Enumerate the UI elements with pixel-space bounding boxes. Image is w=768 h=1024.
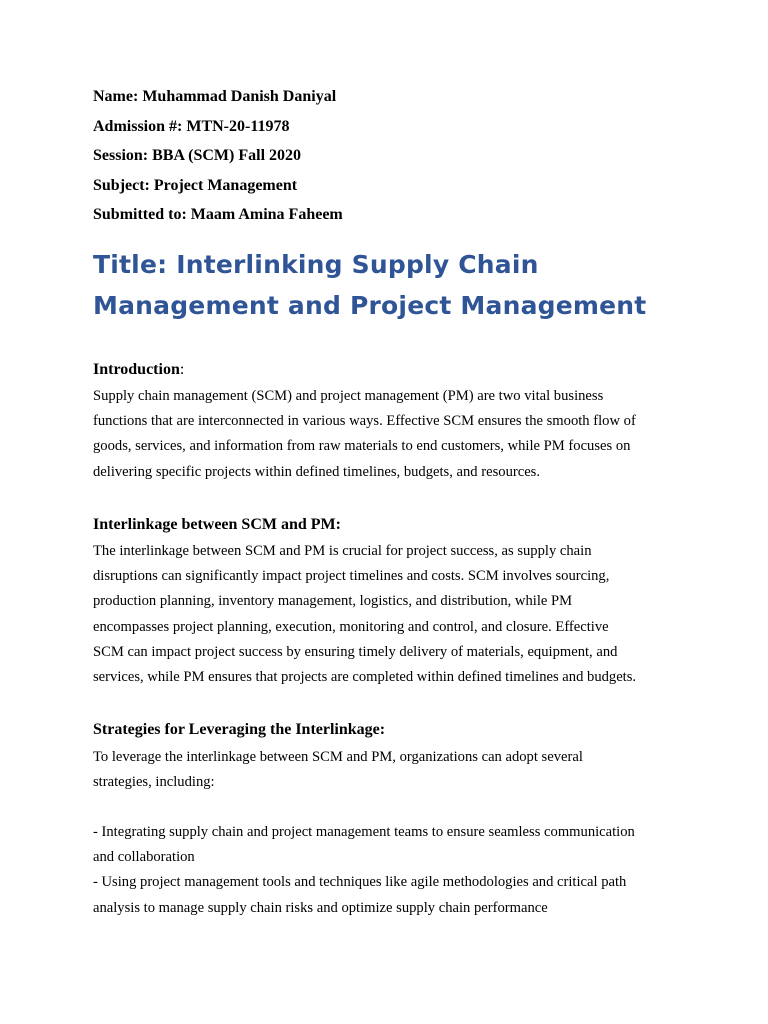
- title-line-2: Management and Project Management: [93, 291, 647, 320]
- interlinkage-paragraph: [93, 539, 683, 690]
- paragraph-line: goods, services, and information from raw materials to end customers, while PM focuses on: [93, 438, 631, 455]
- paragraph-line: disruptions can significantly impact project timelines and costs. SCM involves sourcing,: [93, 568, 610, 585]
- submitted-to: Submitted to: Maam Amina Faheem: [93, 206, 343, 223]
- strategies-heading: Strategies for Leveraging the Interlinkage:: [93, 721, 386, 738]
- introduction-heading: [93, 360, 184, 380]
- paragraph-line: delivering specific projects within defined timelines, budgets, and resources.: [93, 463, 541, 480]
- paragraph-line: Supply chain management (SCM) and project management (PM) are two vital business: [93, 388, 604, 404]
- paragraph-line: production planning, inventory management, logistics, and distribution, while PM: [93, 593, 573, 610]
- list-item: - Using project management tools and techniques like agile methodologies and critical path: [93, 874, 627, 891]
- student-name: Name: Muhammad Danish Daniyal: [93, 88, 337, 105]
- list-item-continuation: analysis to manage supply chain risks and optimize supply chain performance: [93, 899, 548, 916]
- paragraph-line: services, while PM ensures that projects are completed within defined timelines and budgets.: [93, 669, 637, 686]
- paragraph-line: SCM can impact project success by ensuring timely delivery of materials, equipment, and: [93, 643, 618, 660]
- paragraph-line: To leverage the interlinkage between SCM and PM, organizations can adopt several: [93, 749, 583, 765]
- subject: Subject: Project Management: [93, 177, 298, 194]
- list-item: - Integrating supply chain and project management teams to ensure seamless communication: [93, 824, 635, 840]
- interlinkage-heading: Interlinkage between SCM and PM:: [93, 516, 341, 533]
- session: Session: BBA (SCM) Fall 2020: [93, 147, 302, 164]
- paragraph-line: The interlinkage between SCM and PM is crucial for project success, as supply chain: [93, 543, 592, 559]
- strategies-intro-paragraph: [93, 745, 683, 795]
- paragraph-line: strategies, including:: [93, 774, 215, 791]
- document-title: [93, 244, 693, 326]
- paragraph-line: encompasses project planning, execution, monitoring and control, and closure. Effective: [93, 618, 609, 635]
- admission-number: Admission #: MTN-20-11978: [93, 118, 290, 135]
- introduction-heading-text: Introduction: [93, 361, 180, 378]
- introduction-paragraph: [93, 384, 683, 485]
- list-item-continuation: and collaboration: [93, 849, 195, 866]
- introduction-heading-colon: :: [179, 361, 185, 378]
- paragraph-line: functions that are interconnected in various ways. Effective SCM ensures the smooth flow of: [93, 413, 636, 430]
- title-line-1: Title: Interlinking Supply Chain: [93, 250, 539, 279]
- strategies-bullet-list: [93, 820, 683, 921]
